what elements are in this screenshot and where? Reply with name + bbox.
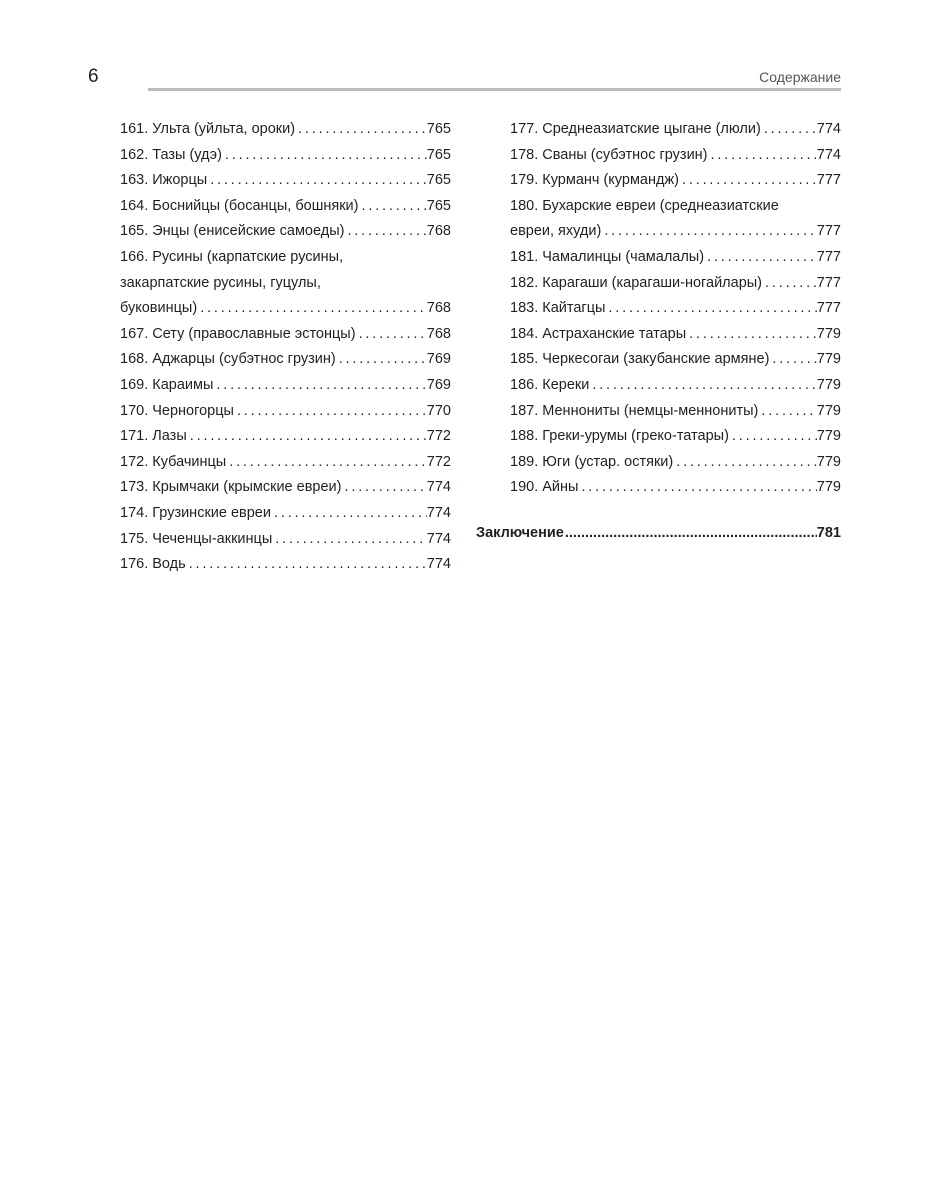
entry-title: 165. Энцы (енисейские самоеды): [120, 223, 345, 240]
entry-title: 175. Чеченцы-аккинцы: [120, 530, 273, 547]
entry-title: 162. Тазы (удэ): [120, 146, 222, 163]
dot-leader: [341, 475, 426, 501]
entry-title: 174. Грузинские евреи: [120, 504, 271, 521]
entry-title: 183. Кайтагцы: [510, 300, 606, 317]
entry-line: [510, 399, 841, 425]
entry-line: [510, 271, 841, 297]
toc-entry[interactable]: [120, 501, 451, 527]
entry-line: [120, 296, 451, 322]
entry-page: 768: [426, 325, 451, 342]
toc-entry[interactable]: [120, 245, 451, 322]
entry-line: [510, 373, 841, 399]
entry-page: 777: [816, 274, 841, 291]
dot-leader: [226, 450, 427, 476]
entry-title: евреи, яхуди): [510, 223, 602, 240]
toc-entry[interactable]: [510, 475, 841, 501]
entry-title: 169. Караимы: [120, 376, 214, 393]
dot-leader: [356, 322, 427, 348]
entry-page: 774: [816, 146, 841, 163]
entry-title: 186. Кереки: [510, 376, 590, 393]
entry-page: 770: [426, 402, 451, 419]
toc-entry[interactable]: [510, 450, 841, 476]
entry-line: [120, 450, 451, 476]
dot-leader: [344, 219, 426, 245]
entry-title: 171. Лазы: [120, 428, 187, 445]
entry-title: 189. Юги (устар. остяки): [510, 453, 674, 470]
entry-title: 170. Черногорцы: [120, 402, 234, 419]
entry-page: 774: [426, 504, 451, 521]
entry-line: [510, 322, 841, 348]
entry-page: 779: [816, 453, 841, 470]
entry-page: 779: [816, 351, 841, 368]
entry-line: [120, 219, 451, 245]
toc-entry[interactable]: [510, 168, 841, 194]
dot-leader: [186, 552, 427, 578]
dot-leader: [679, 168, 817, 194]
entry-title: 181. Чамалинцы (чамалалы): [510, 248, 705, 265]
dot-leader: [207, 168, 427, 194]
dot-leader: [358, 194, 426, 220]
dot-leader: [729, 424, 817, 450]
entry-page: 779: [816, 376, 841, 393]
dot-leader: [708, 143, 817, 169]
entry-line: [120, 271, 451, 297]
dot-leader: [271, 501, 427, 527]
dot-leader: [601, 219, 816, 245]
dot-leader: [762, 271, 817, 297]
dot-leader: [187, 424, 427, 450]
dot-leader: [758, 399, 816, 425]
dot-leader: [578, 475, 816, 501]
dot-leader: [769, 347, 816, 373]
toc-entry[interactable]: [510, 373, 841, 399]
entry-line: [510, 296, 841, 322]
entry-line: [120, 168, 451, 194]
entry-title: 184. Астраханские татары: [510, 325, 687, 342]
entry-page: 769: [426, 351, 451, 368]
dot-leader: [673, 450, 817, 476]
entry-page: 774: [816, 121, 841, 137]
entry-title: 179. Курманч (курмандж): [510, 172, 679, 189]
entry-line: [510, 143, 841, 169]
entry-line: [510, 424, 841, 450]
entry-title: 172. Кубачинцы: [120, 453, 227, 470]
entry-line: [510, 245, 841, 271]
entry-line: [120, 322, 451, 348]
toc-entry[interactable]: [120, 552, 451, 578]
entry-title: закарпатские русины, гуцулы,: [120, 274, 321, 291]
toc-entry[interactable]: [120, 450, 451, 476]
entry-title: 173. Крымчаки (крымские евреи): [120, 479, 342, 496]
entry-line: [120, 501, 451, 527]
dot-leader: [605, 296, 816, 322]
entry-page: 769: [426, 376, 451, 393]
toc-entry[interactable]: [120, 168, 451, 194]
entry-title: буковинцы): [120, 300, 198, 317]
entry-title: 161. Ульта (уйльта, ороки): [120, 121, 296, 137]
dot-leader: [197, 296, 427, 322]
entry-line: [120, 347, 451, 373]
entry-title: 188. Греки-урумы (греко-татары): [510, 428, 729, 445]
toc-entry[interactable]: [120, 373, 451, 399]
entry-title: 176. Водь: [120, 556, 186, 573]
toc-entry[interactable]: [510, 347, 841, 373]
entry-page: 777: [816, 300, 841, 317]
toc-left-column: [120, 117, 451, 578]
dot-leader: [589, 373, 816, 399]
entry-line: [510, 347, 841, 373]
toc-entry[interactable]: [510, 271, 841, 297]
entry-page: 765: [426, 121, 451, 137]
entry-line: [120, 552, 451, 578]
entry-title: 167. Сету (православные эстонцы): [120, 325, 356, 342]
entry-page: 772: [426, 428, 451, 445]
toc-entry[interactable]: [120, 527, 451, 553]
entry-title: 168. Аджарцы (субэтнос грузин): [120, 351, 336, 368]
toc-entry[interactable]: [510, 322, 841, 348]
toc-entry[interactable]: [510, 117, 841, 143]
entry-page: 768: [426, 300, 451, 317]
toc-entry[interactable]: [120, 347, 451, 373]
entry-page: 779: [816, 402, 841, 419]
header-rule: [148, 88, 841, 91]
dot-leader: [222, 143, 427, 169]
entry-title: 164. Боснийцы (босанцы, бошняки): [120, 197, 359, 214]
page-number: 6: [88, 66, 99, 87]
entry-line: [510, 117, 841, 143]
entry-page: 779: [816, 325, 841, 342]
dot-leader: [686, 322, 817, 348]
entry-title: 178. Сваны (субэтнос грузин): [510, 146, 708, 163]
toc-right-column: [510, 117, 841, 501]
toc-entry[interactable]: [510, 245, 841, 271]
entry-page: 765: [426, 172, 451, 189]
toc-entry[interactable]: [510, 194, 841, 245]
dot-leader: [564, 521, 817, 546]
entry-line: [120, 245, 451, 271]
entry-title: 177. Среднеазиатские цыгане (люли): [510, 121, 761, 137]
entry-line: [510, 219, 841, 245]
entry-line: [120, 475, 451, 501]
running-title: Содержание: [759, 69, 841, 85]
entry-title: 163. Ижорцы: [120, 172, 208, 189]
toc-entry[interactable]: [510, 296, 841, 322]
toc-entry[interactable]: [120, 143, 451, 169]
entry-page: 777: [816, 223, 841, 240]
entry-title: Заключение: [476, 525, 564, 541]
entry-title: 166. Русины (карпатские русины,: [120, 248, 344, 265]
dot-leader: [704, 245, 817, 271]
dot-leader: [336, 347, 427, 373]
toc-entry[interactable]: [120, 424, 451, 450]
entry-line: [510, 450, 841, 476]
toc-entry[interactable]: [120, 322, 451, 348]
entry-page: 777: [816, 172, 841, 189]
entry-title: 190. Айны: [510, 479, 579, 496]
entry-line: [510, 475, 841, 501]
entry-line: [120, 194, 451, 220]
entry-page: 765: [426, 146, 451, 163]
entry-page: 779: [816, 479, 841, 496]
toc-entry[interactable]: [510, 143, 841, 169]
entry-line: [120, 527, 451, 553]
entry-page: 772: [426, 453, 451, 470]
entry-title: 185. Черкесогаи (закубанские армяне): [510, 351, 770, 368]
dot-leader: [272, 527, 427, 553]
dot-leader: [295, 117, 427, 143]
entry-page: 765: [426, 197, 451, 214]
entry-page: 781: [816, 525, 841, 541]
entry-line: [510, 168, 841, 194]
entry-line: [510, 194, 841, 220]
dot-leader: [213, 373, 426, 399]
entry-page: 768: [426, 223, 451, 240]
toc-entry[interactable]: [510, 399, 841, 425]
entry-page: 774: [426, 479, 451, 496]
entry-line: [120, 424, 451, 450]
dot-leader: [234, 399, 427, 425]
dot-leader: [761, 117, 817, 143]
toc-entry[interactable]: [120, 194, 451, 220]
entry-title: 187. Меннониты (немцы-меннониты): [510, 402, 759, 419]
entry-page: 774: [426, 530, 451, 547]
entry-line: [120, 399, 451, 425]
toc-entry[interactable]: [510, 424, 841, 450]
toc-entry[interactable]: [120, 117, 451, 143]
entry-line: [120, 117, 451, 143]
entry-title: 180. Бухарские евреи (среднеазиатские: [510, 197, 779, 214]
entry-line: [120, 373, 451, 399]
entry-page: 777: [816, 248, 841, 265]
entry-page: 779: [816, 428, 841, 445]
entry-title: 182. Карагаши (карагаши-ногайлары): [510, 274, 763, 291]
entry-page: 774: [426, 556, 451, 573]
toc-entry[interactable]: [120, 399, 451, 425]
toc-entry[interactable]: [120, 219, 451, 245]
entry-line: [120, 143, 451, 169]
toc-entry[interactable]: [120, 475, 451, 501]
toc-entry-conclusion[interactable]: [476, 521, 841, 546]
